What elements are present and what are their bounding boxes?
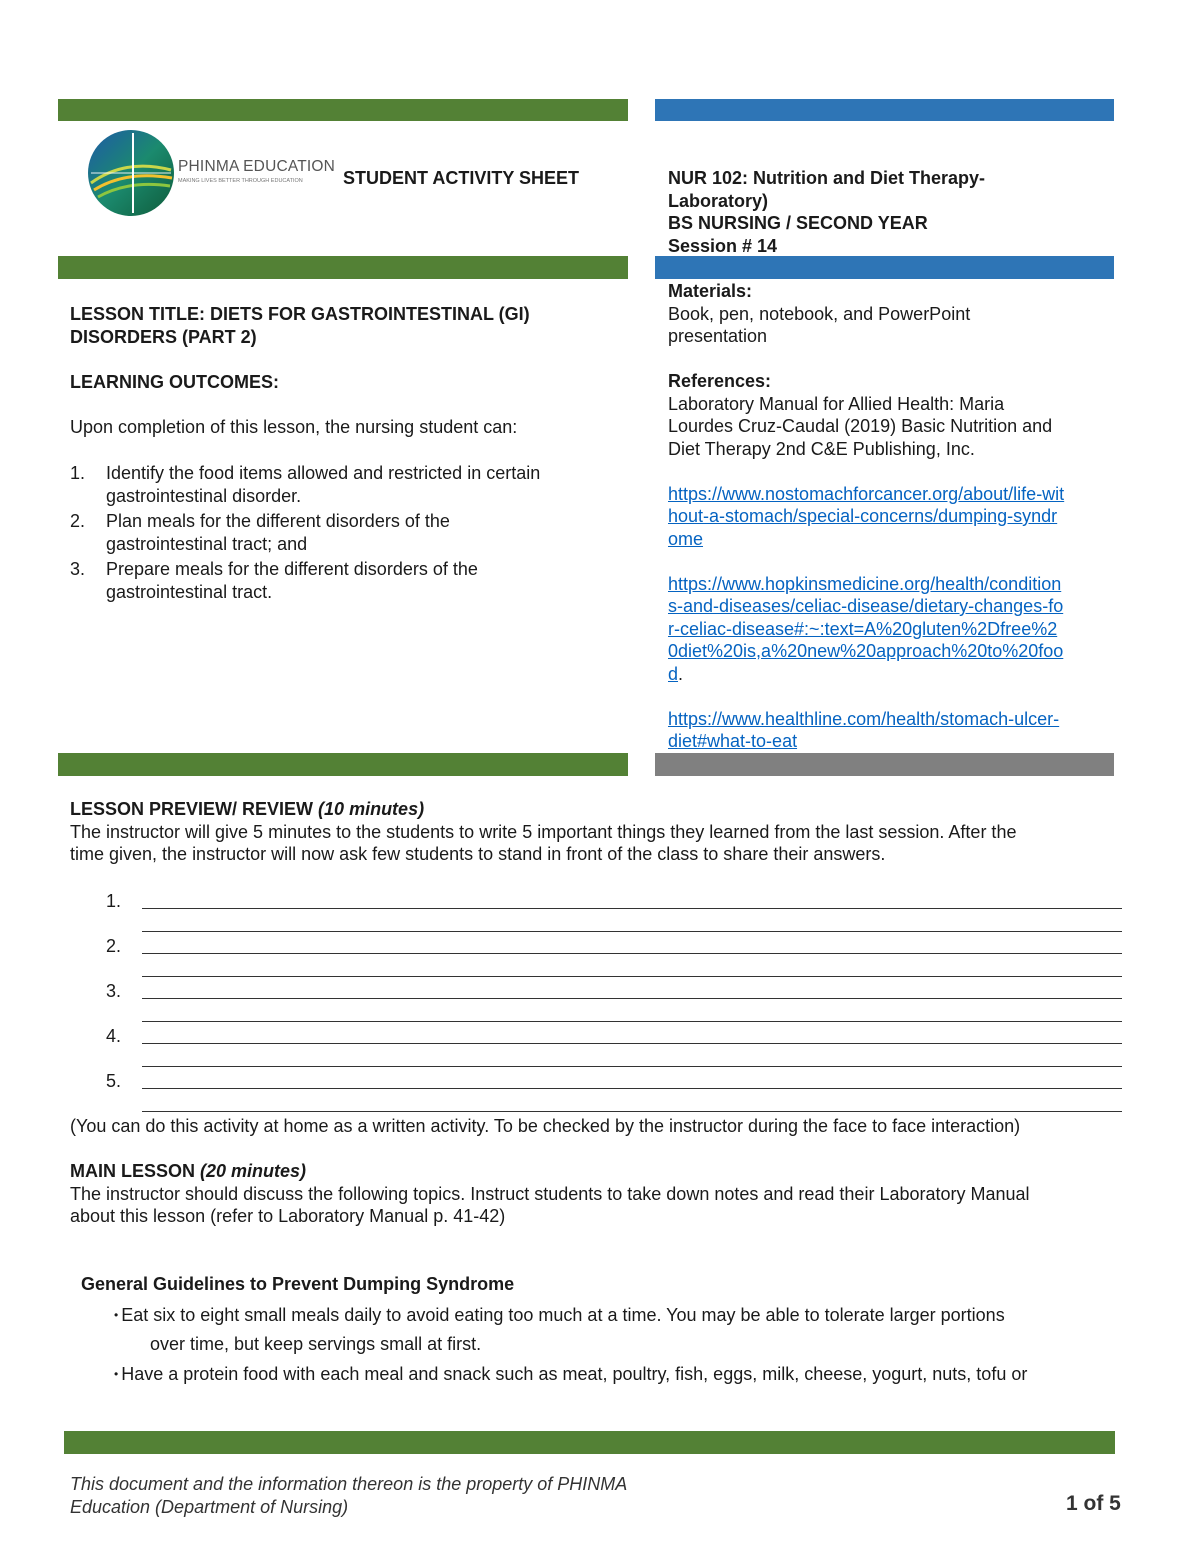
bullet-text: Have a protein food with each meal and snack such as meat, poultry, fish, eggs, milk, cheese, yogurt, nuts, tofu or (121, 1364, 1028, 1384)
lesson-title-line1: LESSON TITLE: DIETS FOR GASTROINTESTINAL (GI) (70, 304, 530, 324)
list-item-text: gastrointestinal tract; and (106, 534, 308, 554)
bullet-icon: • (114, 1367, 119, 1381)
main-heading: MAIN LESSON (70, 1161, 201, 1181)
materials-heading: Materials: (668, 281, 753, 301)
guideline-bullet (114, 1363, 1124, 1386)
header-bar-left-top (58, 99, 628, 121)
logo-tagline: MAKING LIVES BETTER THROUGH EDUCATION (178, 178, 303, 184)
references-heading: References: (668, 371, 772, 391)
section-bar-left (58, 753, 628, 776)
section-bar-right (655, 753, 1114, 776)
answer-number: 3. (106, 981, 122, 1001)
preview-heading: LESSON PREVIEW/ REVIEW (70, 799, 319, 819)
course-title-line1: NUR 102: Nutrition and Diet Therapy- (668, 168, 986, 188)
outcomes-heading: LEARNING OUTCOMES: (70, 371, 279, 392)
link-line[interactable]: https://www.healthline.com/health/stomach-ulcer- (668, 708, 1060, 729)
materials-line2: presentation (668, 326, 768, 346)
lesson-preview (70, 798, 1140, 866)
phinma-logo (86, 128, 336, 218)
list-item-text: Prepare meals for the different disorders of the (106, 558, 478, 579)
link-line[interactable]: 0diet%20is,a%20new%20approach%20to%20foo (668, 641, 1064, 661)
link-line[interactable]: s-and-diseases/celiac-disease/dietary-changes-fo (668, 596, 1064, 616)
link-line[interactable]: https://www.hopkinsmedicine.org/health/condition (668, 573, 1062, 594)
list-item-number: 3. (70, 558, 86, 579)
footer-disclaimer (70, 1473, 627, 1518)
answer-line[interactable] (142, 1111, 1122, 1112)
course-title-line2: Laboratory) (668, 190, 769, 211)
list-item (70, 558, 620, 604)
answer-line[interactable] (142, 1088, 1122, 1089)
materials-line1: Book, pen, notebook, and PowerPoint (668, 303, 971, 324)
answer-line[interactable] (142, 976, 1122, 977)
answer-line[interactable] (142, 1021, 1122, 1022)
list-item (70, 462, 620, 508)
reference-line: Lourdes Cruz-Caudal (2019) Basic Nutrition and (668, 416, 1053, 436)
answer-number: 2. (106, 936, 122, 956)
answer-line[interactable] (142, 931, 1122, 932)
list-item-text: gastrointestinal tract. (106, 582, 273, 602)
lesson-title-line2: DISORDERS (PART 2) (70, 326, 257, 347)
link-line[interactable]: ome (668, 528, 704, 549)
link-line[interactable]: hout-a-stomach/special-concerns/dumping-syndr (668, 506, 1058, 526)
preview-line1: The instructor will give 5 minutes to the students to write 5 important things they learned from the last session. After the (70, 821, 1017, 842)
main-duration: (20 minutes) (200, 1161, 307, 1181)
program-year: BS NURSING / SECOND YEAR (668, 213, 928, 233)
resources-column (668, 280, 1108, 753)
link-line[interactable]: https://www.nostomachforcancer.org/about/life-wit (668, 483, 1065, 504)
outcomes-list (70, 462, 620, 604)
footer-bar (64, 1431, 1115, 1454)
footer-line1: This document and the information thereon is the property of PHINMA (70, 1474, 628, 1494)
main-line2: about this lesson (refer to Laboratory Manual p. 41-42) (70, 1206, 506, 1226)
footer-line2: Education (Department of Nursing) (70, 1496, 349, 1517)
page-number: 1 of 5 (1066, 1492, 1121, 1515)
preview-note: (You can do this activity at home as a written activity. To be checked by the instructor during the face to face interaction) (70, 1116, 1021, 1136)
answer-number: 4. (106, 1026, 122, 1046)
reference-link-celiac[interactable] (668, 573, 1108, 686)
answer-line[interactable] (142, 1043, 1122, 1044)
link-line[interactable]: r-celiac-disease#:~:text=A%20gluten%2Dfree%2 (668, 618, 1058, 639)
header-bar-right-bottom (655, 256, 1114, 279)
preview-line2: time given, the instructor will now ask few students to stand in front of the class to share their answers. (70, 844, 886, 864)
main-lesson (70, 1160, 1140, 1228)
reference-link-ulcer[interactable] (668, 708, 1108, 753)
list-item (70, 510, 620, 556)
list-item-text: Identify the food items allowed and restricted in certain (106, 462, 541, 483)
answer-line[interactable] (142, 953, 1122, 954)
guidelines-heading: General Guidelines to Prevent Dumping Syndrome (81, 1274, 515, 1294)
main-line1: The instructor should discuss the following topics. Instruct students to take down notes and read their Laboratory Manual (70, 1183, 1030, 1204)
lesson-column (70, 303, 620, 604)
header-bar-right-top (655, 99, 1114, 121)
bullet-text: Eat six to eight small meals daily to avoid eating too much at a time. You may be able to tolerate larger portions (121, 1305, 1005, 1325)
link-line[interactable]: d (668, 663, 679, 684)
session-number: Session # 14 (668, 235, 778, 256)
guideline-bullet (114, 1304, 1124, 1355)
answer-line[interactable] (142, 908, 1122, 909)
answer-number: 5. (106, 1071, 122, 1091)
list-item-text: gastrointestinal disorder. (106, 486, 302, 506)
answer-line[interactable] (142, 1066, 1122, 1067)
reference-link-dumping[interactable] (668, 483, 1108, 551)
bullet-icon: • (114, 1308, 119, 1322)
list-item-text: Plan meals for the different disorders of the (106, 510, 450, 531)
list-item-number: 1. (70, 462, 86, 483)
link-line[interactable]: diet#what-to-eat (668, 731, 798, 751)
preview-duration: (10 minutes) (318, 799, 425, 819)
bullet-text: over time, but keep servings small at first. (150, 1333, 482, 1354)
header-bar-left-bottom (58, 256, 628, 279)
answer-number: 1. (106, 891, 122, 911)
sheet-title: STUDENT ACTIVITY SHEET (343, 168, 580, 188)
link-suffix: . (678, 663, 684, 684)
list-item-number: 2. (70, 510, 86, 531)
outcomes-intro: Upon completion of this lesson, the nursing student can: (70, 416, 518, 437)
reference-line: Diet Therapy 2nd C&E Publishing, Inc. (668, 438, 975, 459)
phinma-emblem-icon (86, 128, 176, 218)
course-info (668, 167, 1108, 257)
logo-text: PHINMA EDUCATION (178, 158, 336, 175)
answer-line[interactable] (142, 998, 1122, 999)
reference-line: Laboratory Manual for Allied Health: Maria (668, 393, 1005, 414)
